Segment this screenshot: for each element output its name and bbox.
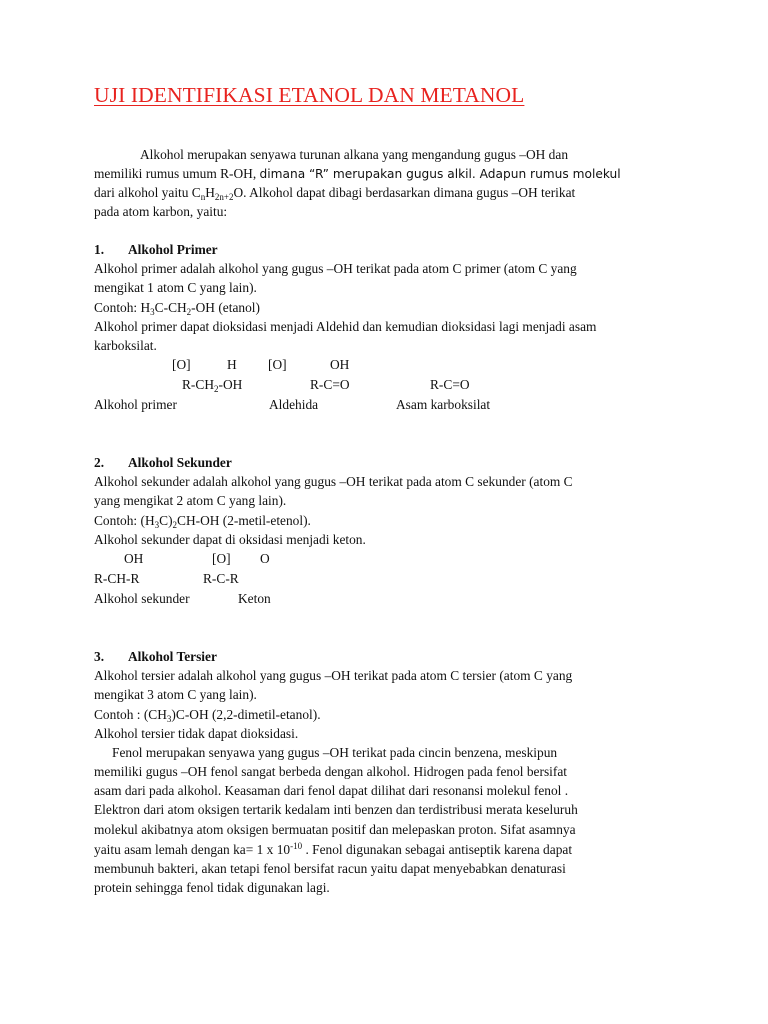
s2-ex-sub3: 3 [154, 520, 160, 530]
s2-ex-c: CH-OH (2-metil-etenol). [177, 513, 311, 528]
s1-formula-acid: R-C=O [430, 377, 470, 392]
fenol-line-4: Elektron dari atom oksigen tertarik kedalam inti benzen dan terdistribusi merata keseluruh [94, 802, 578, 817]
section-1-heading: Alkohol Primer [128, 242, 218, 257]
fenol-l6b: . Fenol digunakan sebagai antiseptik karena dapat [302, 842, 573, 857]
s3-ex-a: Contoh : (CH [94, 707, 167, 722]
s3-line-1: Alkohol tersier adalah alkohol yang gugus –OH terikat pada atom C tersier (atom C yang [94, 668, 573, 683]
s1-label-aldehyde: Aldehida [269, 397, 319, 412]
intro-line-2a: memiliki rumus umum R-OH, [94, 166, 260, 181]
section-1-number: 1. [94, 242, 105, 257]
s1-ex-c: -OH (etanol) [191, 300, 260, 315]
s1-f-b: -OH [218, 377, 243, 392]
section-3-number: 3. [94, 649, 105, 664]
s1-label-primary: Alkohol primer [94, 397, 177, 412]
document-title: UJI IDENTIFIKASI ETANOL DAN METANOL [94, 83, 525, 107]
s2-label-ketone: Keton [238, 591, 271, 606]
intro-h: H [205, 185, 215, 200]
s2-line-4: Alkohol sekunder dapat di oksidasi menjadi keton. [94, 532, 366, 547]
fenol-line-1: Fenol merupakan senyawa yang gugus –OH terikat pada cincin benzena, meskipun [112, 745, 558, 760]
s2-example [94, 511, 311, 530]
s2-ex-a: Contoh: (H [94, 513, 155, 528]
s2-ex-b: C) [159, 513, 173, 528]
s2-oh: OH [124, 551, 144, 566]
fenol-line-3: asam dari pada alkohol. Keasaman dari fenol dapat dilihat dari resonansi molekul fenol . [94, 783, 569, 798]
fenol-line-5: molekul akibatnya atom oksigen bermuatan positif dan melepaskan proton. Sifat asamnya [94, 822, 576, 837]
s1-example [94, 298, 260, 317]
s1-h: H [227, 357, 237, 372]
s1-ex-sub2: 2 [186, 307, 192, 317]
subscript-2n2: 2n+2 [214, 192, 234, 202]
s3-ex-b: )C-OH (2,2-dimetil-etanol). [171, 707, 321, 722]
s2-formula-ketone: R-C-R [203, 571, 239, 586]
section-2-heading: Alkohol Sekunder [128, 455, 232, 470]
s1-ex-b: C-CH [154, 300, 187, 315]
s3-ex-sub3: 3 [166, 714, 172, 724]
section-3-heading: Alkohol Tersier [128, 649, 217, 664]
subscript-n: n [200, 192, 206, 202]
s1-reagent-o1: [O] [172, 357, 191, 372]
s1-line-1: Alkohol primer adalah alkohol yang gugus –OH terikat pada atom C primer (atom C yang [94, 261, 577, 276]
s2-line-1: Alkohol sekunder adalah alkohol yang gugus –OH terikat pada atom C sekunder (atom C [94, 474, 573, 489]
section-2-number: 2. [94, 455, 105, 470]
intro-line-4: pada atom karbon, yaitu: [94, 204, 228, 219]
s1-oh: OH [330, 357, 350, 372]
s2-ex-sub2: 2 [172, 520, 178, 530]
s3-example [94, 705, 321, 724]
s1-f-sub: 2 [214, 384, 219, 394]
s1-line-5: karboksilat. [94, 338, 157, 353]
intro-line-3 [94, 183, 575, 202]
intro-line-3b: O. Alkohol dapat dibagi berdasarkan dimana gugus –OH terikat [233, 185, 576, 200]
s2-label-secondary: Alkohol sekunder [94, 591, 190, 606]
fenol-exponent: -10 [290, 841, 303, 851]
s1-reagent-o2: [O] [268, 357, 287, 372]
s1-label-acid: Asam karboksilat [396, 397, 491, 412]
s3-line-4: Alkohol tersier tidak dapat dioksidasi. [94, 726, 299, 741]
intro-line-1: Alkohol merupakan senyawa turunan alkana yang mengandung gugus –OH dan [140, 147, 569, 162]
s2-o: O [260, 551, 270, 566]
intro-line-2 [94, 164, 621, 184]
s3-line-2: mengikat 3 atom C yang lain). [94, 687, 257, 702]
s1-line-4: Alkohol primer dapat dioksidasi menjadi Aldehid dan kemudian dioksidasi lagi menjadi asam [94, 319, 597, 334]
s1-line-2: mengikat 1 atom C yang lain). [94, 280, 257, 295]
s1-ex-sub3: 3 [150, 307, 155, 317]
intro-line-2b: dimana “R” merupakan gugus alkil. Adapun rumus molekul [259, 167, 621, 181]
fenol-line-6 [94, 840, 572, 859]
s1-f-a: R-CH [182, 377, 214, 392]
fenol-l6a: yaitu asam lemah dengan ka= 1 x 10 [94, 842, 291, 857]
s1-ex-a: Contoh: H [94, 300, 151, 315]
s1-formula-alcohol [182, 375, 242, 394]
s1-formula-aldehyde: R-C=O [310, 377, 350, 392]
intro-line-3a: dari alkohol yaitu C [94, 185, 201, 200]
s2-line-2: yang mengikat 2 atom C yang lain). [94, 493, 287, 508]
s2-formula-alcohol: R-CH-R [94, 571, 140, 586]
fenol-line-8: protein sehingga fenol tidak digunakan lagi. [94, 880, 330, 895]
fenol-line-7: membunuh bakteri, akan tetapi fenol bersifat racun yaitu dapat menyebabkan denaturasi [94, 861, 566, 876]
s2-reagent-o: [O] [212, 551, 231, 566]
fenol-line-2: memiliki gugus –OH fenol sangat berbeda dengan alkohol. Hidrogen pada fenol bersifat [94, 764, 568, 779]
